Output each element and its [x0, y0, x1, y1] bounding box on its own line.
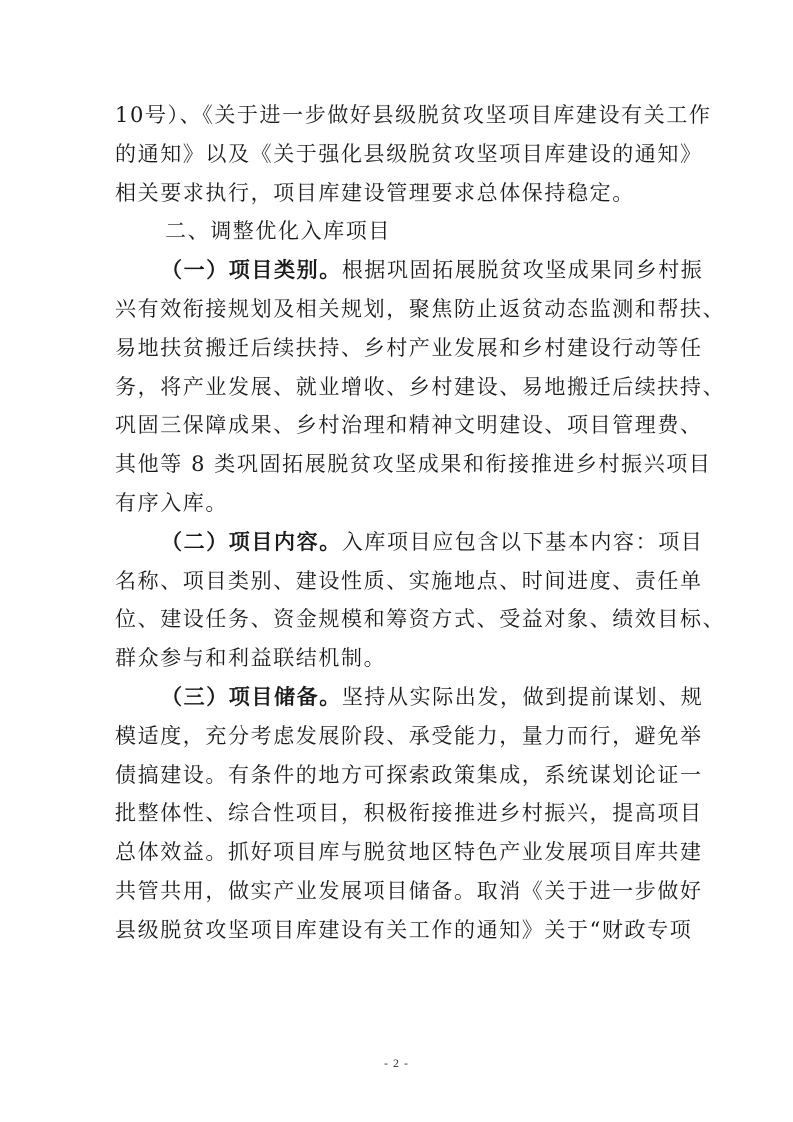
text-line: 易地扶贫搬迁后续扶持、乡村产业发展和乡村建设行动等任	[115, 335, 703, 360]
text-line: 群众参与和利益联结机制。	[115, 646, 387, 671]
text-line: 的通知》以及《关于强化县级脱贫攻坚项目库建设的通知》	[115, 141, 703, 166]
item-title: （一）项目类别。	[161, 257, 342, 283]
text-line: 批整体性、综合性项目，积极衔接推进乡村振兴，提高项目	[115, 801, 703, 826]
text-line: 兴有效衔接规划及相关规划，聚焦防止返贫动态监测和帮扶、	[115, 296, 726, 321]
document-body	[115, 96, 726, 950]
text-line: 债搞建设。有条件的地方可探索政策集成，系统谋划论证一	[115, 762, 703, 787]
item-text: 根据巩固拓展脱贫攻坚成果同乡村振	[341, 258, 704, 283]
item-title: （二）项目内容。	[161, 528, 342, 554]
text-line: 巩固三保障成果、乡村治理和精神文明建设、项目管理费、	[115, 413, 703, 438]
paragraph-first-line	[115, 523, 704, 562]
text-line: 10号）、《关于进一步做好县级脱贫攻坚项目库建设有关工作	[115, 103, 712, 127]
text-line: 模适度，充分考虑发展阶段、承受能力，量力而行，避免举	[115, 723, 703, 748]
paragraph-first-line	[115, 678, 704, 717]
text-line: 总体效益。抓好项目库与脱贫地区特色产业发展项目库共建	[115, 840, 703, 865]
text-line: 有序入库。	[115, 490, 228, 515]
text-line: 县级脱贫攻坚项目库建设有关工作的通知》关于“财政专项	[115, 917, 693, 942]
section-heading: 二、调整优化入库项目	[165, 219, 391, 244]
page-number: - 2 -	[384, 1056, 409, 1070]
text-line: 共管共用，做实产业发展项目储备。取消《关于进一步做好	[115, 878, 703, 903]
item-title: （三）项目储备。	[161, 683, 342, 709]
paragraph-first-line	[115, 251, 704, 290]
text-line: 位、建设任务、资金规模和筹资方式、受益对象、绩效目标、	[115, 607, 726, 632]
text-line: 相关要求执行，项目库建设管理要求总体保持稳定。	[115, 180, 635, 205]
item-text: 入库项目应包含以下基本内容：项目	[341, 529, 704, 554]
text-line: 名称、项目类别、建设性质、实施地点、时间进度、责任单	[115, 568, 703, 593]
text-line: 务，将产业发展、就业增收、乡村建设、易地搬迁后续扶持、	[115, 374, 726, 399]
text-line: 其他等 8 类巩固拓展脱贫攻坚成果和衔接推进乡村振兴项目	[115, 452, 712, 477]
item-text: 坚持从实际出发，做到提前谋划、规	[341, 684, 704, 709]
